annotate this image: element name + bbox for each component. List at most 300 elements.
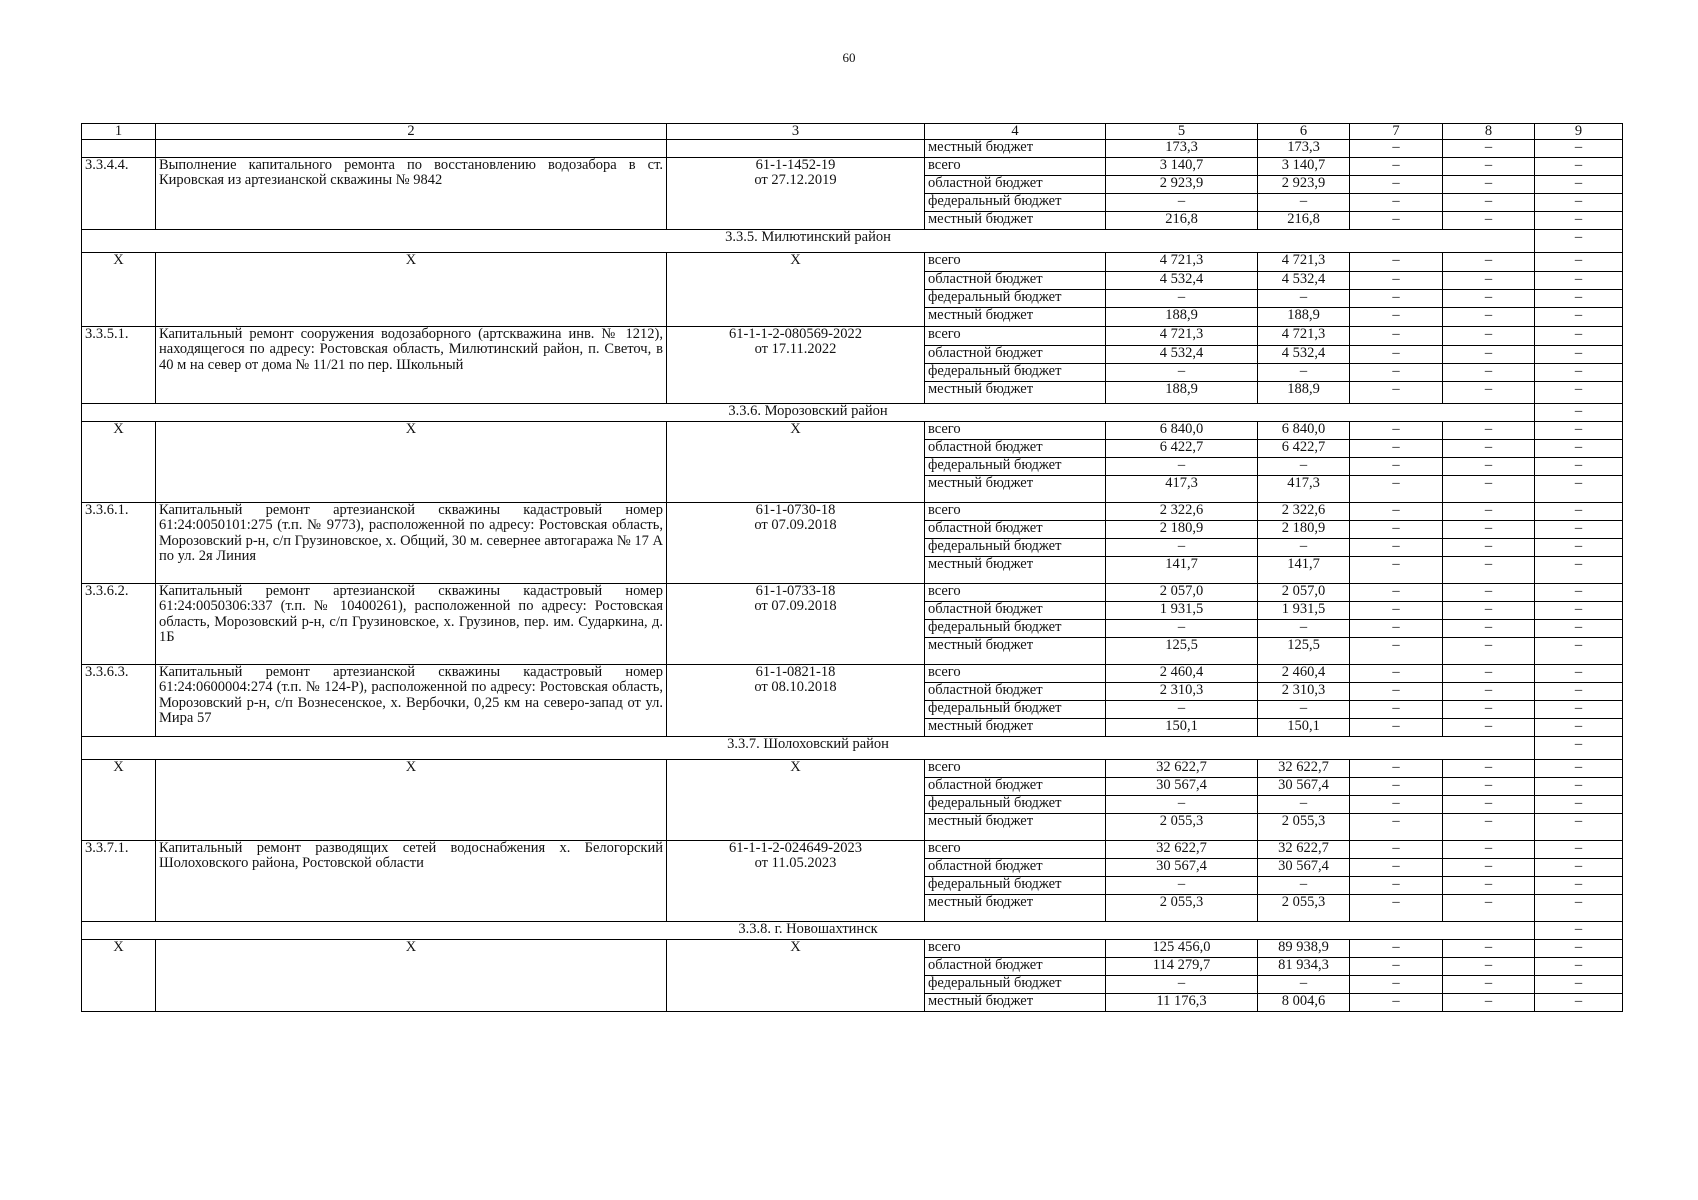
cell-dash: – bbox=[1535, 422, 1623, 440]
amount-col6: 125,5 bbox=[1258, 638, 1350, 665]
cell-dash: – bbox=[1350, 602, 1443, 620]
item-description: Капитальный ремонт разводящих сетей водоснабжения х. Белогорский Шолоховского района, Ростовской области bbox=[156, 841, 667, 922]
amount-col6: 417,3 bbox=[1258, 476, 1350, 503]
cell-dash: – bbox=[1350, 665, 1443, 683]
cell-dash: – bbox=[1350, 584, 1443, 602]
funding-source: всего bbox=[925, 158, 1106, 176]
document-reference: X bbox=[667, 422, 925, 503]
amount-col6: 30 567,4 bbox=[1258, 859, 1350, 877]
cell-dash: – bbox=[1443, 158, 1535, 176]
amount-col6: 141,7 bbox=[1258, 557, 1350, 584]
cell-dash: – bbox=[1350, 422, 1443, 440]
funding-source: областной бюджет bbox=[925, 176, 1106, 194]
cell-dash: – bbox=[1350, 458, 1443, 476]
cell-dash: – bbox=[1535, 382, 1623, 404]
cell-dash: – bbox=[1350, 158, 1443, 176]
cell-dash: – bbox=[1443, 194, 1535, 212]
cell-dash: – bbox=[1443, 458, 1535, 476]
item-number: X bbox=[82, 940, 156, 1012]
cell-dash: – bbox=[1535, 476, 1623, 503]
document-reference: X bbox=[667, 760, 925, 841]
item-description: Капитальный ремонт сооружения водозаборного (артскважина инв. № 1212), находящегося по адресу: Ростовская область, Милютинский район, п. Светоч, в 40 м на север от дома № 11/21 по пер. Школьный bbox=[156, 327, 667, 404]
cell-dash: – bbox=[1535, 327, 1623, 346]
amount-col6: 1 931,5 bbox=[1258, 602, 1350, 620]
amount-col5: 417,3 bbox=[1106, 476, 1258, 503]
amount-col5: 188,9 bbox=[1106, 382, 1258, 404]
document-reference: X bbox=[667, 940, 925, 1012]
cell-dash: – bbox=[1443, 665, 1535, 683]
cell-dash: – bbox=[1443, 895, 1535, 922]
amount-col5: 4 721,3 bbox=[1106, 253, 1258, 272]
document-reference: 61-1-0733-18 от 07.09.2018 bbox=[667, 584, 925, 665]
amount-col6: – bbox=[1258, 364, 1350, 382]
section-row bbox=[82, 230, 1623, 253]
amount-col6: 2 180,9 bbox=[1258, 521, 1350, 539]
item-row bbox=[82, 841, 1623, 859]
amount-col5: 173,3 bbox=[1106, 140, 1258, 158]
amount-col6: 4 721,3 bbox=[1258, 327, 1350, 346]
cell-dash: – bbox=[1443, 796, 1535, 814]
cell-dash: – bbox=[1350, 994, 1443, 1012]
amount-col6: 89 938,9 bbox=[1258, 940, 1350, 958]
funding-source: областной бюджет bbox=[925, 521, 1106, 539]
funding-source: всего bbox=[925, 940, 1106, 958]
funding-source: местный бюджет bbox=[925, 308, 1106, 327]
cell-dash: – bbox=[1443, 778, 1535, 796]
cell-dash: – bbox=[1443, 440, 1535, 458]
total-row bbox=[82, 422, 1623, 440]
amount-col6: – bbox=[1258, 701, 1350, 719]
header-row bbox=[82, 124, 1623, 140]
amount-col5: 11 176,3 bbox=[1106, 994, 1258, 1012]
cell-dash: – bbox=[1350, 638, 1443, 665]
amount-col6: 2 057,0 bbox=[1258, 584, 1350, 602]
funding-source: федеральный бюджет bbox=[925, 796, 1106, 814]
funding-source: федеральный бюджет bbox=[925, 194, 1106, 212]
cell-dash: – bbox=[1535, 796, 1623, 814]
cell-dash: – bbox=[1443, 638, 1535, 665]
cell-dash: – bbox=[1443, 346, 1535, 364]
cell-dash: – bbox=[1350, 958, 1443, 976]
amount-col5: 2 057,0 bbox=[1106, 584, 1258, 602]
cell-dash: – bbox=[1350, 719, 1443, 737]
amount-col6: – bbox=[1258, 620, 1350, 638]
cell-dash: – bbox=[1535, 346, 1623, 364]
cell-dash: – bbox=[1350, 778, 1443, 796]
cell-dash: – bbox=[1443, 176, 1535, 194]
amount-col6: 32 622,7 bbox=[1258, 841, 1350, 859]
cell-dash: – bbox=[1535, 557, 1623, 584]
cell-dash: – bbox=[1443, 719, 1535, 737]
empty-cell bbox=[667, 140, 925, 158]
amount-col5: 32 622,7 bbox=[1106, 760, 1258, 778]
continuation-row bbox=[82, 140, 1623, 158]
amount-col6: 150,1 bbox=[1258, 719, 1350, 737]
amount-col5: – bbox=[1106, 194, 1258, 212]
cell-dash: – bbox=[1350, 140, 1443, 158]
item-number: 3.3.6.1. bbox=[82, 503, 156, 584]
cell-dash: – bbox=[1535, 194, 1623, 212]
amount-col6: – bbox=[1258, 458, 1350, 476]
page-number: 60 bbox=[842, 50, 856, 65]
total-row bbox=[82, 940, 1623, 958]
amount-col5: – bbox=[1106, 290, 1258, 308]
cell-dash: – bbox=[1535, 364, 1623, 382]
cell-dash: – bbox=[1535, 308, 1623, 327]
funding-source: всего bbox=[925, 327, 1106, 346]
amount-col6: 2 055,3 bbox=[1258, 895, 1350, 922]
cell-dash: – bbox=[1443, 557, 1535, 584]
cell-dash: – bbox=[1350, 877, 1443, 895]
cell-dash: – bbox=[1535, 940, 1623, 958]
cell-dash: – bbox=[1535, 895, 1623, 922]
cell-dash: – bbox=[1443, 584, 1535, 602]
item-number: 3.3.5.1. bbox=[82, 327, 156, 404]
cell-dash: – bbox=[1535, 503, 1623, 521]
cell-dash: – bbox=[1350, 272, 1443, 290]
amount-col5: 6 840,0 bbox=[1106, 422, 1258, 440]
cell-dash: – bbox=[1443, 760, 1535, 778]
funding-source: местный бюджет bbox=[925, 638, 1106, 665]
cell-dash: – bbox=[1535, 521, 1623, 539]
amount-col5: 4 532,4 bbox=[1106, 272, 1258, 290]
cell-dash: – bbox=[1443, 382, 1535, 404]
cell-dash: – bbox=[1443, 539, 1535, 557]
cell-dash: – bbox=[1535, 778, 1623, 796]
funding-source: федеральный бюджет bbox=[925, 539, 1106, 557]
cell-dash: – bbox=[1535, 976, 1623, 994]
document-reference: 61-1-1-2-080569-2022 от 17.11.2022 bbox=[667, 327, 925, 404]
cell-dash: – bbox=[1535, 212, 1623, 230]
cell-dash: – bbox=[1443, 841, 1535, 859]
funding-source: всего bbox=[925, 760, 1106, 778]
cell-dash: – bbox=[1350, 364, 1443, 382]
amount-col5: 2 055,3 bbox=[1106, 814, 1258, 841]
header-cell: 4 bbox=[925, 124, 1106, 140]
cell-dash: – bbox=[1350, 976, 1443, 994]
section-title: 3.3.5. Милютинский район bbox=[82, 230, 1535, 253]
cell-dash: – bbox=[1443, 272, 1535, 290]
cell-dash: – bbox=[1535, 701, 1623, 719]
amount-col5: – bbox=[1106, 877, 1258, 895]
cell-dash: – bbox=[1350, 290, 1443, 308]
funding-source: областной бюджет bbox=[925, 683, 1106, 701]
section-title: 3.3.8. г. Новошахтинск bbox=[82, 922, 1535, 940]
funding-source: областной бюджет bbox=[925, 958, 1106, 976]
cell-dash: – bbox=[1535, 602, 1623, 620]
cell-dash: – bbox=[1350, 212, 1443, 230]
cell-dash: – bbox=[1350, 841, 1443, 859]
cell-dash: – bbox=[1350, 476, 1443, 503]
cell-dash: – bbox=[1350, 327, 1443, 346]
cell-dash: – bbox=[1535, 158, 1623, 176]
amount-col5: – bbox=[1106, 976, 1258, 994]
amount-col6: 81 934,3 bbox=[1258, 958, 1350, 976]
cell-dash: – bbox=[1350, 308, 1443, 327]
header-cell: 8 bbox=[1443, 124, 1535, 140]
cell-dash: – bbox=[1443, 940, 1535, 958]
cell-dash: – bbox=[1443, 521, 1535, 539]
total-row bbox=[82, 760, 1623, 778]
document-reference: X bbox=[667, 253, 925, 327]
funding-source: федеральный бюджет bbox=[925, 877, 1106, 895]
cell-dash: – bbox=[1443, 140, 1535, 158]
cell-dash: – bbox=[1535, 719, 1623, 737]
funding-source: федеральный бюджет bbox=[925, 290, 1106, 308]
section-title: 3.3.6. Морозовский район bbox=[82, 404, 1535, 422]
empty-cell bbox=[82, 140, 156, 158]
amount-col5: 141,7 bbox=[1106, 557, 1258, 584]
amount-col5: 125 456,0 bbox=[1106, 940, 1258, 958]
funding-source: областной бюджет bbox=[925, 272, 1106, 290]
item-row bbox=[82, 503, 1623, 521]
header-cell: 9 bbox=[1535, 124, 1623, 140]
total-row bbox=[82, 253, 1623, 272]
item-description: X bbox=[156, 253, 667, 327]
amount-col5: 30 567,4 bbox=[1106, 859, 1258, 877]
cell-dash: – bbox=[1535, 290, 1623, 308]
amount-col6: 6 422,7 bbox=[1258, 440, 1350, 458]
budget-table bbox=[81, 123, 1623, 1012]
header-cell: 6 bbox=[1258, 124, 1350, 140]
cell-dash: – bbox=[1443, 476, 1535, 503]
cell-dash: – bbox=[1535, 253, 1623, 272]
cell-dash: – bbox=[1535, 737, 1623, 760]
cell-dash: – bbox=[1350, 859, 1443, 877]
header-cell: 7 bbox=[1350, 124, 1443, 140]
item-number: 3.3.6.3. bbox=[82, 665, 156, 737]
funding-source: областной бюджет bbox=[925, 346, 1106, 364]
amount-col6: 2 460,4 bbox=[1258, 665, 1350, 683]
item-number: 3.3.6.2. bbox=[82, 584, 156, 665]
header-cell: 2 bbox=[156, 124, 667, 140]
item-number: X bbox=[82, 422, 156, 503]
amount-col5: 188,9 bbox=[1106, 308, 1258, 327]
cell-dash: – bbox=[1443, 620, 1535, 638]
amount-col6: 2 322,6 bbox=[1258, 503, 1350, 521]
cell-dash: – bbox=[1443, 683, 1535, 701]
item-description: Капитальный ремонт артезианской скважины кадастровый номер 61:24:0050306:337 (т.п. № 10400261), расположенной по адресу: Ростовская область, Морозовский р-н, с/п Грузиновское, х. Грузинов, пер. им. Сударкина, д. 1Б bbox=[156, 584, 667, 665]
funding-source: местный бюджет bbox=[925, 814, 1106, 841]
amount-col6: – bbox=[1258, 877, 1350, 895]
item-description: X bbox=[156, 760, 667, 841]
amount-col5: 2 310,3 bbox=[1106, 683, 1258, 701]
funding-source: всего bbox=[925, 503, 1106, 521]
cell-dash: – bbox=[1535, 458, 1623, 476]
funding-source: местный бюджет bbox=[925, 895, 1106, 922]
amount-col6: 188,9 bbox=[1258, 308, 1350, 327]
cell-dash: – bbox=[1535, 877, 1623, 895]
amount-col6: – bbox=[1258, 976, 1350, 994]
cell-dash: – bbox=[1443, 364, 1535, 382]
amount-col6: – bbox=[1258, 796, 1350, 814]
funding-source: всего bbox=[925, 422, 1106, 440]
cell-dash: – bbox=[1443, 212, 1535, 230]
funding-source: федеральный бюджет bbox=[925, 458, 1106, 476]
cell-dash: – bbox=[1350, 940, 1443, 958]
item-description: Выполнение капитального ремонта по восстановлению водозабора в ст. Кировская из артезианской скважины № 9842 bbox=[156, 158, 667, 230]
document-reference: 61-1-0821-18 от 08.10.2018 bbox=[667, 665, 925, 737]
amount-col6: 4 721,3 bbox=[1258, 253, 1350, 272]
cell-dash: – bbox=[1350, 814, 1443, 841]
document-reference: 61-1-1452-19 от 27.12.2019 bbox=[667, 158, 925, 230]
cell-dash: – bbox=[1350, 683, 1443, 701]
cell-dash: – bbox=[1350, 620, 1443, 638]
cell-dash: – bbox=[1443, 422, 1535, 440]
cell-dash: – bbox=[1350, 895, 1443, 922]
amount-col5: 150,1 bbox=[1106, 719, 1258, 737]
cell-dash: – bbox=[1443, 859, 1535, 877]
cell-dash: – bbox=[1535, 859, 1623, 877]
funding-source: местный бюджет bbox=[925, 212, 1106, 230]
item-row bbox=[82, 584, 1623, 602]
amount-col5: – bbox=[1106, 458, 1258, 476]
item-number: 3.3.7.1. bbox=[82, 841, 156, 922]
amount-col5: 114 279,7 bbox=[1106, 958, 1258, 976]
amount-col5: 2 460,4 bbox=[1106, 665, 1258, 683]
cell-dash: – bbox=[1443, 814, 1535, 841]
amount-col6: 2 055,3 bbox=[1258, 814, 1350, 841]
amount-col6: – bbox=[1258, 194, 1350, 212]
amount-col5: 125,5 bbox=[1106, 638, 1258, 665]
cell-dash: – bbox=[1350, 194, 1443, 212]
amount-col6: 6 840,0 bbox=[1258, 422, 1350, 440]
item-number: X bbox=[82, 253, 156, 327]
cell-dash: – bbox=[1535, 665, 1623, 683]
cell-dash: – bbox=[1535, 760, 1623, 778]
amount-col5: 4 721,3 bbox=[1106, 327, 1258, 346]
cell-dash: – bbox=[1350, 557, 1443, 584]
cell-dash: – bbox=[1350, 346, 1443, 364]
funding-source: местный бюджет bbox=[925, 719, 1106, 737]
amount-col5: – bbox=[1106, 796, 1258, 814]
amount-col6: 3 140,7 bbox=[1258, 158, 1350, 176]
document-reference: 61-1-1-2-024649-2023 от 11.05.2023 bbox=[667, 841, 925, 922]
cell-dash: – bbox=[1443, 308, 1535, 327]
amount-col5: – bbox=[1106, 364, 1258, 382]
cell-dash: – bbox=[1535, 683, 1623, 701]
funding-source: местный бюджет bbox=[925, 557, 1106, 584]
cell-dash: – bbox=[1443, 327, 1535, 346]
funding-source: всего bbox=[925, 841, 1106, 859]
item-description: X bbox=[156, 940, 667, 1012]
amount-col6: 173,3 bbox=[1258, 140, 1350, 158]
amount-col5: 2 923,9 bbox=[1106, 176, 1258, 194]
amount-col5: 6 422,7 bbox=[1106, 440, 1258, 458]
cell-dash: – bbox=[1535, 584, 1623, 602]
amount-col5: 3 140,7 bbox=[1106, 158, 1258, 176]
section-row bbox=[82, 737, 1623, 760]
header-cell: 3 bbox=[667, 124, 925, 140]
item-description: Капитальный ремонт артезианской скважины кадастровый номер 61:24:0600004:274 (т.п. № 124-Р), расположенной по адресу: Ростовская область, Морозовский р-н, с/п Вознесенское, х. Вербочки, 0,25 км на северо-запад от ул. Мира 57 bbox=[156, 665, 667, 737]
cell-dash: – bbox=[1535, 922, 1623, 940]
amount-col6: 4 532,4 bbox=[1258, 272, 1350, 290]
amount-col6: – bbox=[1258, 539, 1350, 557]
item-description: Капитальный ремонт артезианской скважины кадастровый номер 61:24:0050101:275 (т.п. № 9773), расположенной по адресу: Ростовская область, Морозовский р-н, с/п Грузиновское, х. Общий, 30 м. севернее автогаража № 17 А по ул. 2я Линия bbox=[156, 503, 667, 584]
funding-source: местный бюджет bbox=[925, 476, 1106, 503]
amount-col6: 2 923,9 bbox=[1258, 176, 1350, 194]
cell-dash: – bbox=[1350, 539, 1443, 557]
section-row bbox=[82, 404, 1623, 422]
funding-source: местный бюджет bbox=[925, 140, 1106, 158]
cell-dash: – bbox=[1535, 404, 1623, 422]
amount-col6: 32 622,7 bbox=[1258, 760, 1350, 778]
header-cell: 1 bbox=[82, 124, 156, 140]
empty-cell bbox=[156, 140, 667, 158]
cell-dash: – bbox=[1535, 638, 1623, 665]
amount-col5: – bbox=[1106, 620, 1258, 638]
amount-col5: 216,8 bbox=[1106, 212, 1258, 230]
funding-source: всего bbox=[925, 253, 1106, 272]
section-row bbox=[82, 922, 1623, 940]
item-row bbox=[82, 158, 1623, 176]
amount-col5: 2 055,3 bbox=[1106, 895, 1258, 922]
cell-dash: – bbox=[1443, 503, 1535, 521]
amount-col6: 4 532,4 bbox=[1258, 346, 1350, 364]
amount-col6: 30 567,4 bbox=[1258, 778, 1350, 796]
cell-dash: – bbox=[1350, 382, 1443, 404]
amount-col6: 188,9 bbox=[1258, 382, 1350, 404]
amount-col5: 2 322,6 bbox=[1106, 503, 1258, 521]
cell-dash: – bbox=[1443, 253, 1535, 272]
funding-source: федеральный бюджет bbox=[925, 364, 1106, 382]
cell-dash: – bbox=[1535, 814, 1623, 841]
funding-source: местный бюджет bbox=[925, 994, 1106, 1012]
cell-dash: – bbox=[1535, 440, 1623, 458]
funding-source: всего bbox=[925, 584, 1106, 602]
document-reference: 61-1-0730-18 от 07.09.2018 bbox=[667, 503, 925, 584]
header-cell: 5 bbox=[1106, 124, 1258, 140]
funding-source: всего bbox=[925, 665, 1106, 683]
cell-dash: – bbox=[1535, 230, 1623, 253]
cell-dash: – bbox=[1443, 958, 1535, 976]
cell-dash: – bbox=[1443, 290, 1535, 308]
cell-dash: – bbox=[1350, 440, 1443, 458]
cell-dash: – bbox=[1350, 503, 1443, 521]
amount-col5: 30 567,4 bbox=[1106, 778, 1258, 796]
amount-col5: 1 931,5 bbox=[1106, 602, 1258, 620]
cell-dash: – bbox=[1443, 976, 1535, 994]
amount-col6: 8 004,6 bbox=[1258, 994, 1350, 1012]
funding-source: областной бюджет bbox=[925, 602, 1106, 620]
funding-source: федеральный бюджет bbox=[925, 701, 1106, 719]
amount-col6: 216,8 bbox=[1258, 212, 1350, 230]
amount-col6: – bbox=[1258, 290, 1350, 308]
cell-dash: – bbox=[1350, 176, 1443, 194]
item-number: X bbox=[82, 760, 156, 841]
cell-dash: – bbox=[1443, 994, 1535, 1012]
amount-col5: 2 180,9 bbox=[1106, 521, 1258, 539]
cell-dash: – bbox=[1535, 958, 1623, 976]
section-title: 3.3.7. Шолоховский район bbox=[82, 737, 1535, 760]
funding-source: федеральный бюджет bbox=[925, 976, 1106, 994]
cell-dash: – bbox=[1443, 602, 1535, 620]
item-row bbox=[82, 665, 1623, 683]
amount-col5: – bbox=[1106, 539, 1258, 557]
funding-source: местный бюджет bbox=[925, 382, 1106, 404]
cell-dash: – bbox=[1535, 539, 1623, 557]
amount-col6: 2 310,3 bbox=[1258, 683, 1350, 701]
cell-dash: – bbox=[1443, 701, 1535, 719]
cell-dash: – bbox=[1350, 760, 1443, 778]
cell-dash: – bbox=[1350, 253, 1443, 272]
cell-dash: – bbox=[1535, 176, 1623, 194]
cell-dash: – bbox=[1535, 620, 1623, 638]
cell-dash: – bbox=[1350, 796, 1443, 814]
cell-dash: – bbox=[1350, 701, 1443, 719]
cell-dash: – bbox=[1535, 841, 1623, 859]
item-description: X bbox=[156, 422, 667, 503]
